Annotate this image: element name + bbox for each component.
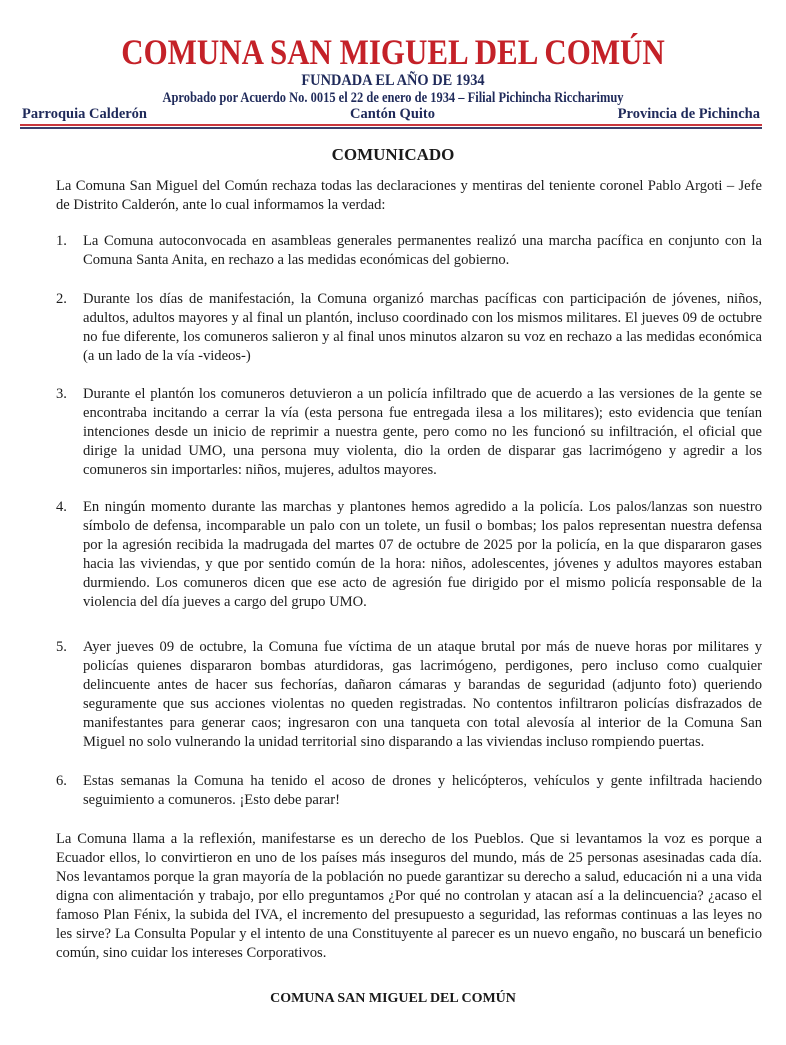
header-divider-red: [20, 124, 762, 126]
list-item-number: 2.: [56, 291, 67, 307]
list-item-number: 4.: [56, 499, 67, 515]
provincia-label: Provincia de Pichincha: [617, 106, 760, 122]
approval-line: Aprobado por Acuerdo No. 0015 el 22 de enero de 1934 – Filial Pichincha Riccharimuy: [162, 90, 624, 106]
document-title: COMUNICADO: [331, 145, 455, 164]
list-item-text: La Comuna autoconvocada en asambleas generales permanentes realizó una marcha pacífica en conjunto con la Comuna Santa Anita, en rechazo a las medidas económicas del gobierno.: [83, 233, 762, 268]
list-item-text: Ayer jueves 09 de octubre, la Comuna fue víctima de un ataque brutal por más de nueve horas por militares y policías quienes dispararon bombas aturdidoras, gas lacrimógeno, perdigones, pero incluso como cualquier delincuente antes de hacer sus fechorías, dañaron cámaras y barandas de seguridad (adjunto foto) queriendo seguramente que sus acciones violentas no queden registradas. No contentos infiltraron policías disfrazados de manifestantes para generar caos; ingresaron con una tanqueta con total alevosía al interior de la Comuna San Miguel no solo vulnerando la unidad territorial sino disparando a las viviendas incluso rompiendo puertas.: [83, 639, 762, 750]
list-item: [56, 232, 762, 270]
list-item-text: Durante los días de manifestación, la Comuna organizó marchas pacíficas con participación de jóvenes, niños, adultos, adultos mayores y al final un plantón, incluso coordinado con los mismos militares. El jueves 09 de octubre no fue diferente, los comuneros salieron y al final unos minutos alzaron su voz en rechazo a las medidas económica (a un lado de la vía -videos-): [83, 291, 762, 364]
list-item-number: 1.: [56, 233, 67, 249]
signature: COMUNA SAN MIGUEL DEL COMÚN: [270, 991, 516, 1006]
parroquia-label: Parroquia Calderón: [22, 106, 147, 122]
header-divider-blue: [20, 127, 762, 129]
canton-label: Cantón Quito: [350, 106, 436, 122]
list-item-number: 5.: [56, 639, 67, 655]
list-item-text: Estas semanas la Comuna ha tenido el acoso de drones y helicópteros, vehículos y gente infiltrada haciendo seguimiento a comuneros. ¡Esto debe parar!: [83, 773, 762, 808]
list-item: [56, 498, 762, 612]
list-item-number: 3.: [56, 386, 67, 402]
list-item-text: Durante el plantón los comuneros detuvieron a un policía infiltrado que de acuerdo a las versiones de la gente se encontraba incitando a cerrar la vía (esta persona fue entregada ilesa a los militares); esto evidencia que tenían intenciones desde un inicio de reprimir a nuestra gente, pero como no les funcionó su infiltración, el oficial que dirige la unidad UMO, una persona muy violenta, dio la orden de disparar gas lacrimógeno y agredir a los comuneros sin importarles: niños, mujeres, adultos mayores.: [83, 386, 762, 478]
list-item-number: 6.: [56, 773, 67, 789]
list-item: [56, 385, 762, 480]
closing-paragraph: La Comuna llama a la reflexión, manifestarse es un derecho de los Pueblos. Que si levantamos la voz es porque a Ecuador ellos, lo convirtieron en uno de los países más inseguros del mundo, más de 25 personas asesinadas cada día. Nos levantamos porque la gran mayoría de la población no puede garantizar su derecho a salud, educación ni a una vida digna con alimentación y trabajo, por ello preguntamos ¿Por qué no controlan y atacan así a la delincuencia? ¿acaso el famoso Plan Fénix, la subida del IVA, el incremento del presupuesto a seguridad, las reformas continuas a las leyes no les sirve? La Consulta Popular y el intento de una Constituyente al parecer es un nuevo engaño, no buscará un beneficio común, sino cuidar los intereses Corporativos.: [56, 831, 762, 961]
list-item: [56, 638, 762, 752]
list-item: [56, 290, 762, 366]
founded-line: FUNDADA EL AÑO DE 1934: [301, 72, 485, 89]
intro-paragraph: La Comuna San Miguel del Común rechaza todas las declaraciones y mentiras del teniente coronel Pablo Argoti – Jefe de Distrito Calderón, ante lo cual informamos la verdad:: [56, 178, 762, 213]
list-item: [56, 772, 762, 810]
list-item-text: En ningún momento durante las marchas y plantones hemos agredido a la policía. Los palos/lanzas son nuestro símbolo de defensa, incomparable un palo con un tolete, un fusil o bombas; los palos representan nuestra defensa por la agresión recibida la madrugada del martes 07 de octubre de 2025 por la policía, en la que dispararon gases hacia las viviendas, y que por sentido común de la hora: niños, adolescentes, jóvenes y adultos mayores estaban durmiendo. Los comuneros dicen que ese acto de agresión fue dirigido por el mismo policía responsable de la violencia del día jueves a cargo del grupo UMO.: [83, 499, 762, 610]
organization-title: COMUNA SAN MIGUEL DEL COMÚN: [121, 32, 665, 72]
